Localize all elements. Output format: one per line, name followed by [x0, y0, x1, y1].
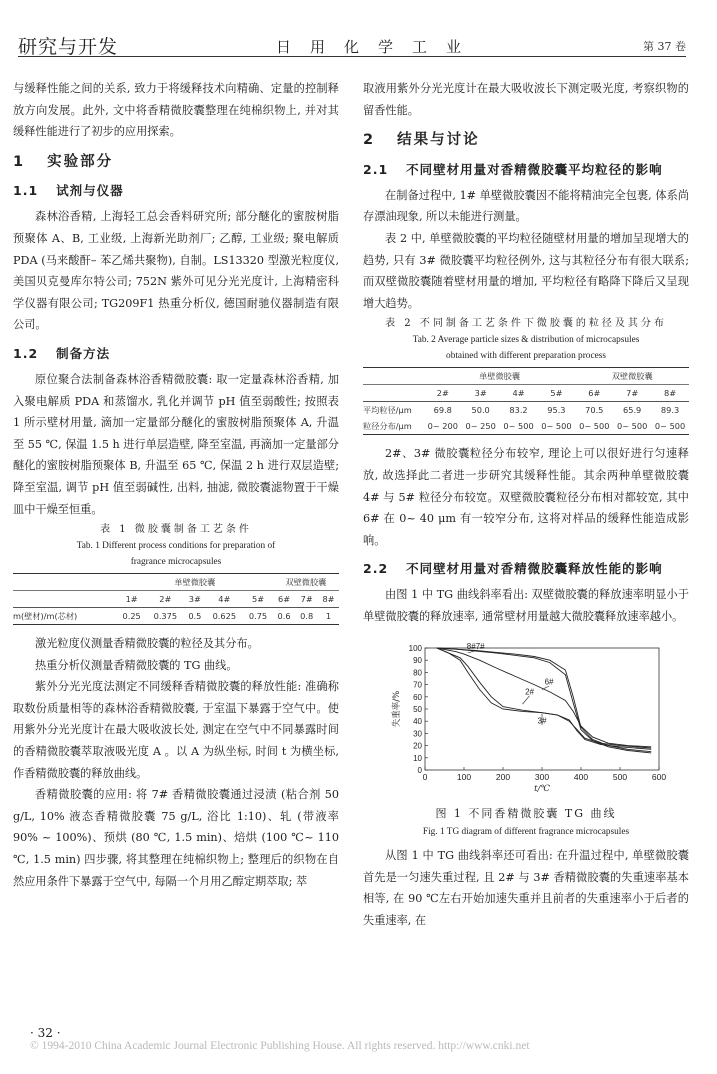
- y-tick-label: 50: [413, 704, 422, 714]
- section-2-heading: 2 结果与讨论: [363, 132, 480, 149]
- y-tick-label: 40: [413, 716, 422, 726]
- table-cell: 0~ 500: [579, 421, 610, 432]
- table-cell: 83.2: [509, 405, 528, 416]
- method-paragraph: 原位聚合法制备森林浴香精微胶囊: 取一定量森林浴香精, 加入聚电解质 PDA 和蒸馏水, 乳化并调节 pH 值至弱酸性; 按照表 1 所示壁材用量, 滴加一定量部分醚化的蜜胺树脂预聚体 A, 升温至 55 ℃, 保温 1.5 h 进行单层造壁, 降至室温, 再滴加一定量部分醚化的蜜胺树脂预聚体 B, 升温至 65 ℃, 保温 2 h 进行双层造壁; 降至室温, 调节 pH 值至弱碱性, 出料, 抽滤, 微胶囊滤物置于干燥皿中干燥至恒重。: [13, 372, 339, 516]
- x-tick-label: 400: [573, 771, 589, 782]
- series-line: [437, 648, 652, 747]
- table-2-col-header: 3#: [462, 385, 500, 402]
- result-paragraph-1: 在制备过程中, 1# 单壁微胶囊因不能将精油完全包裹, 体系尚存漂油现象, 所以未能进行测量。: [363, 188, 689, 224]
- series-line: [437, 648, 652, 748]
- table-1-col-header: 2#: [146, 591, 184, 608]
- application-paragraph: 香精微胶囊的应用: 将 7# 香精微胶囊通过浸渍 (粘合剂 50 g/L, 10% 液态香精微胶囊 75 g/L, 浴比 1:10)、轧 (带液率 90% ~ 100%)、预烘 (80 ℃, 1.5 min)、焙烘 (100 ℃~ 110 ℃, 1.5 min) 四步骤, 将其整理在纯棉织物上; 整理后的织物在自然应用条件下暴露于空气中, 每隔一个月用乙醇定期萃取; 萃: [13, 788, 339, 888]
- table-2-col-header: 8#: [651, 385, 689, 402]
- table-row: [363, 418, 689, 435]
- materials-paragraph: 森林浴香精, 上海轻工总会香料研究所; 部分醚化的蜜胺树脂预聚体 A、B, 工业级, 上海新光助剂厂; 乙醇, 工业级; 聚电解质 PDA (马来酸酐– 苯乙烯共聚物), 自制。LS13320 型激光粒度仪, 美国贝克曼库尔特公司; 752N 紫外可见分光光度计, 上海精密科学仪器有限公司; TG209F1 热重分析仪, 德国耐驰仪器制造有限公司。: [13, 210, 339, 332]
- series-label-leader: [523, 695, 530, 703]
- y-tick-label: 10: [413, 753, 422, 763]
- volume-label: 第 37 卷: [643, 40, 686, 53]
- figure-1-caption-cn: 图 1 不同香精微胶囊 TG 曲线: [435, 807, 617, 821]
- table-cell: 1: [325, 611, 332, 622]
- table-2-row-label: 粒径分布/μm: [363, 421, 412, 432]
- table-cell: 69.8: [433, 405, 452, 416]
- y-tick-label: 80: [413, 667, 422, 677]
- left-column: [13, 78, 339, 892]
- table-cell: 0~ 500: [654, 421, 686, 432]
- series-line: [437, 648, 652, 752]
- y-tick-label: 0: [417, 765, 422, 775]
- plot-frame: [425, 648, 659, 770]
- copyright-footer: © 1994-2010 China Academic Journal Electronic Publishing House. All rights reserved. http://www.cnki.net: [30, 1040, 530, 1052]
- table-1-col-header: 4#: [205, 591, 243, 608]
- table-2-col-header: 4#: [500, 385, 538, 402]
- series-label: 2#: [525, 686, 534, 696]
- x-tick-label: 200: [495, 771, 511, 782]
- series-line: [437, 648, 652, 749]
- measurement-paragraph-2: 热重分析仪测量香精微胶囊的 TG 曲线。: [35, 658, 238, 672]
- table-2-col-header: 2#: [424, 385, 462, 402]
- table-cell: 0.5: [188, 611, 202, 622]
- table-1-col-header: 7#: [295, 591, 318, 608]
- continued-paragraph: 取液用紫外分光光度计在最大吸收波长下测定吸光度, 考察织物的留香性能。: [363, 82, 689, 117]
- table-cell: 0.625: [212, 611, 237, 622]
- y-tick-label: 70: [413, 680, 422, 690]
- y-tick-label: 30: [413, 728, 422, 738]
- y-tick-label: 60: [413, 692, 422, 702]
- table-cell: 65.9: [623, 405, 642, 416]
- section-1-heading: 1 实验部分: [13, 153, 114, 170]
- table-2-col-header: 7#: [613, 385, 651, 402]
- table-cell: 95.3: [547, 405, 566, 416]
- table-cell: 50.0: [471, 405, 490, 416]
- table-row: [363, 402, 689, 419]
- result-paragraph-3: 2#、3# 微胶囊粒径分布较窄, 理论上可以很好进行匀速释放, 故选择此二者进一步研究其缓释性能。其余两种单壁微胶囊 4# 与 5# 粒径分布较宽。双壁微胶囊粒径分布相对都较宽, 其中 6# 在 0~ 40 μm 有一较窄分布, 这将对样品的缓释性能造成影响。: [363, 447, 689, 547]
- table-cell: 0.75: [248, 611, 268, 622]
- plot-area: [391, 642, 666, 792]
- table-1: [13, 573, 339, 625]
- table-2-group-single: 单壁微胶囊: [424, 368, 576, 385]
- table-1-caption-en-2: fragrance microcapsules: [130, 557, 222, 568]
- table-cell: 0~ 200: [427, 421, 458, 432]
- table-cell: 0.8: [300, 611, 314, 622]
- measurement-paragraph-1: 激光粒度仪测量香精微胶囊的粒径及其分布。: [35, 637, 259, 651]
- table-2-col-header: 5#: [537, 385, 575, 402]
- table-1-caption-en-1: Tab. 1 Different process conditions for preparation of: [76, 541, 276, 552]
- table-1-col-header: 1#: [117, 591, 146, 608]
- table-cell: 70.5: [585, 405, 604, 416]
- table-1-col-header: 6#: [273, 591, 296, 608]
- table-1-row-label: m(壁材)/m(芯材): [13, 611, 78, 622]
- y-axis-label: 失重率/%: [392, 690, 402, 727]
- table-cell: 0.25: [122, 611, 141, 622]
- column-title: 研究与开发: [18, 36, 119, 58]
- table-2: [363, 367, 689, 435]
- table-1-group-single: 单壁微胶囊: [117, 574, 273, 591]
- table-row: [13, 608, 339, 625]
- table-cell: 0.375: [153, 611, 178, 622]
- y-tick-label: 100: [408, 643, 422, 653]
- table-1-col-header: 3#: [184, 591, 205, 608]
- header-rule: [18, 56, 686, 57]
- release-paragraph-1: 由图 1 中 TG 曲线斜率看出: 双壁微胶囊的释放速率明显小于单壁微胶囊的释放速率, 通常壁材用量越大微胶囊释放速率越小。: [363, 588, 689, 623]
- measurement-paragraph-3: 紫外分光光度法测定不同缓释香精微胶囊的释放性能: 准确称取数份质量相等的森林浴香精微胶囊, 于室温下暴露于空气中。使用紫外分光光度计在最大吸收波长处, 测定在空气中不同暴露时间的香精微胶囊萃取液吸光度 A 。以 A 为纵坐标, 时间 t 为横坐标, 作香精微胶囊的释放曲线。: [13, 680, 339, 780]
- x-tick-label: 100: [456, 771, 472, 782]
- table-1-group-double: 双壁微胶囊: [273, 574, 339, 591]
- table-cell: 89.3: [660, 405, 680, 416]
- result-paragraph-2: 表 2 中, 单壁微胶囊的平均粒径随壁材用量的增加呈现增大的趋势, 只有 3# 微胶囊平均粒径例外, 这与其粒径分布有很大联系; 而双壁微胶囊随着壁材用量的增加, 平均粒径有略降下降后又呈现增大趋势。: [363, 231, 689, 310]
- section-1-1-heading: 1.1 试剂与仪器: [13, 183, 124, 199]
- table-cell: 0~ 500: [617, 421, 648, 432]
- figure-1-caption-en: Fig. 1 TG diagram of different fragrance microcapsules: [422, 827, 630, 838]
- release-paragraph-2: 从图 1 中 TG 曲线斜率还可看出: 在升温过程中, 单壁微胶囊首先是一匀速失重过程, 且 2# 与 3# 香精微胶囊的失重速率基本相等, 在 90 ℃左右开始加速失重并且前者的失重速率小于后者的失重速率, 在: [363, 849, 689, 927]
- running-header: [18, 32, 686, 58]
- series-label: 3#: [537, 716, 547, 726]
- intro-paragraph: 与缓释性能之间的关系, 致力于将缓释技术向精确、定量的控制释放方向发展。此外, 文中将香精微胶囊整理在纯棉织物上, 并对其缓释性能进行了初步的应用探索。: [13, 82, 339, 139]
- table-2-caption-en-1: Tab. 2 Average particle sizes & distribution of microcapsules: [412, 335, 640, 346]
- table-cell: 0.6: [277, 611, 291, 622]
- y-tick-label: 90: [413, 655, 422, 665]
- table-2-group-double: 双壁微胶囊: [575, 368, 689, 385]
- series-label: 8#7#: [466, 641, 485, 651]
- table-1-col-header: 8#: [318, 591, 339, 608]
- section-1-2-heading: 1.2 制备方法: [13, 345, 111, 361]
- table-cell: 0~ 500: [503, 421, 534, 432]
- table-2-row-label: 平均粒径/μm: [363, 405, 412, 416]
- table-2-caption-cn: 表 2 不同制备工艺条件下微胶囊的粒径及其分布: [385, 318, 667, 330]
- page-number: · 32 ·: [30, 1026, 61, 1040]
- tg-chart: [363, 642, 689, 792]
- right-column: [363, 78, 689, 931]
- table-cell: 0~ 250: [465, 421, 496, 432]
- table-1-caption-cn: 表 1 微胶囊制备工艺条件: [100, 524, 252, 536]
- series-line: [437, 648, 652, 753]
- table-2-caption-en-2: obtained with different preparation process: [446, 351, 606, 362]
- x-tick-label: 0: [422, 771, 428, 782]
- x-tick-label: 500: [612, 771, 628, 782]
- x-tick-label: 300: [534, 771, 550, 782]
- journal-name: 日用化学工业: [276, 38, 481, 56]
- series-label: 6#: [544, 677, 554, 687]
- figure-1: [363, 642, 689, 842]
- table-2-col-header: 6#: [575, 385, 613, 402]
- section-2-1-heading: 2.1 不同壁材用量对香精微胶囊平均粒径的影响: [363, 161, 663, 177]
- y-tick-label: 20: [413, 741, 422, 751]
- x-tick-label: 600: [651, 771, 667, 782]
- x-axis-label: t/℃: [534, 783, 550, 792]
- table-1-col-header: 5#: [243, 591, 272, 608]
- section-2-2-heading: 2.2 不同壁材用量对香精微胶囊释放性能的影响: [363, 561, 663, 577]
- table-cell: 0~ 500: [541, 421, 572, 432]
